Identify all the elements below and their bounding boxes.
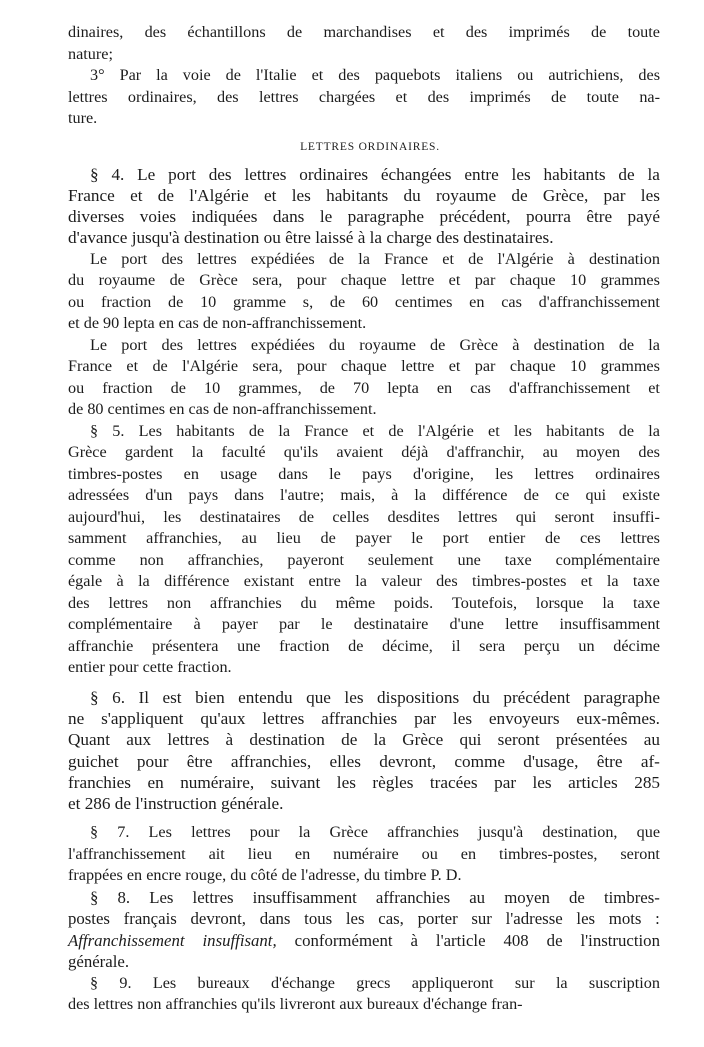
text-line: franchies en numéraire, suivant les règles tracées par les articles 285	[68, 772, 660, 792]
text-line: entier pour cette fraction.	[68, 658, 232, 677]
paragraph-intro-continued	[68, 22, 660, 65]
paragraph-s4-france-grece	[68, 249, 660, 335]
paragraph-spacer	[68, 679, 660, 687]
text-line: diverses voies indiquées dans le paragraphe précédent, pourra être payé	[68, 207, 660, 227]
text-line: Grèce gardent la faculté qu'ils avaient déjà d'affranchir, au moyen des	[68, 443, 660, 462]
paragraph-3-italie	[68, 65, 660, 130]
text-line: aujourd'hui, les destinataires de celles desdites lettres qui seront insuffi-	[68, 507, 660, 526]
text-line: ou fraction de 10 gramme s, de 60 centimes en cas d'affranchissement	[68, 292, 660, 311]
text-line: des lettres non affranchies du même poids. Toutefois, lorsque la taxe	[68, 593, 660, 612]
text-line: complémentaire à payer par le destinataire d'une lettre insuffisamment	[68, 615, 660, 634]
text-line: ne s'appliquent qu'aux lettres affranchies par les envoyeurs eux-mêmes.	[68, 708, 660, 728]
text-line: Le port des lettres expédiées du royaume de Grèce à destination de la	[90, 335, 660, 354]
text-line: § 9. Les bureaux d'échange grecs appliqueront sur la suscription	[90, 973, 660, 992]
text-line: dinaires, des échantillons de marchandises et des imprimés de toute	[68, 23, 660, 41]
section-heading: LETTRES ORDINAIRES.	[300, 140, 440, 153]
text-line: postes français devront, dans tous les cas, porter sur l'adresse les mots :	[68, 909, 660, 929]
text-line: § 7. Les lettres pour la Grèce affranchies jusqu'à destination, que	[90, 823, 660, 842]
paragraph-s8	[68, 887, 660, 973]
text-line: § 8. Les lettres insuffisamment affranchies au moyen de timbres-	[90, 887, 660, 907]
paragraph-s4-grece-france	[68, 335, 660, 421]
document-page	[68, 22, 660, 1016]
text-line: ture.	[68, 109, 98, 127]
text-line: nature;	[68, 44, 113, 63]
text-line: guichet pour être affranchies, elles devront, comme d'usage, être af-	[68, 751, 660, 771]
paragraph-s4	[68, 164, 660, 249]
text-line: § 6. Il est bien entendu que les dispositions du précédent paragraphe	[90, 687, 660, 707]
text-line: comme non affranchies, payeront seulement une taxe complémentaire	[68, 550, 660, 569]
text-line: France et de l'Algérie sera, pour chaque lettre et par chaque 10 grammes	[68, 357, 660, 376]
text-line: frappées en encre rouge, du côté de l'adresse, du timbre P. D.	[68, 866, 462, 885]
text-line: d'avance jusqu'à destination ou être laissé à la charge des destinataires.	[68, 228, 554, 248]
text-line: adressées d'un pays dans l'autre; mais, à la différence de ce qui existe	[68, 486, 660, 505]
paragraph-s5	[68, 421, 660, 679]
text-line: du royaume de Grèce sera, pour chaque lettre et par chaque 10 grammes	[68, 271, 660, 290]
text-line: générale.	[68, 952, 130, 972]
text-line: Le port des lettres expédiées de la France et de l'Algérie à destination	[90, 249, 660, 268]
text-line: affranchie présentera une fraction de décime, il sera perçu un décime	[68, 636, 660, 655]
text-line: 3° Par la voie de l'Italie et des paquebots italiens ou autrichiens, des	[90, 66, 660, 84]
paragraph-s9	[68, 973, 660, 1016]
text-line: ou fraction de 10 grammes, de 70 lepta en cas d'affranchissement et	[68, 378, 660, 397]
paragraph-s6	[68, 687, 660, 815]
text-line: § 4. Le port des lettres ordinaires échangées entre les habitants de la	[90, 164, 660, 184]
text-line: Affranchissement insuffisant, conformément à l'article 408 de l'instruction	[68, 930, 660, 950]
text-line: de 80 centimes en cas de non-affranchissement.	[68, 400, 377, 419]
text-line: France et de l'Algérie et les habitants du royaume de Grèce, par les	[68, 185, 660, 205]
text-line: timbres-postes en usage dans le pays d'origine, les lettres ordinaires	[68, 464, 660, 483]
text-line: l'affranchissement ait lieu en numéraire ou en timbres-postes, seront	[68, 844, 660, 863]
text-line: samment affranchies, au lieu de payer le port entier de ces lettres	[68, 529, 660, 548]
text-line: et de 90 lepta en cas de non-affranchissement.	[68, 314, 367, 333]
text-line: § 5. Les habitants de la France et de l'Algérie et les habitants de la	[90, 421, 660, 440]
text-line: égale à la différence existant entre la valeur des timbres-postes et la taxe	[68, 572, 660, 591]
text-line: et 286 de l'instruction générale.	[68, 794, 284, 814]
text-line: lettres ordinaires, des lettres chargées et des imprimés de toute na-	[68, 87, 660, 106]
text-line: des lettres non affranchies qu'ils livreront aux bureaux d'échange fran-	[68, 995, 523, 1014]
paragraph-s7	[68, 822, 660, 887]
paragraph-spacer	[68, 814, 660, 822]
text-line: Quant aux lettres à destination de la Grèce qui seront présentées au	[68, 730, 660, 750]
